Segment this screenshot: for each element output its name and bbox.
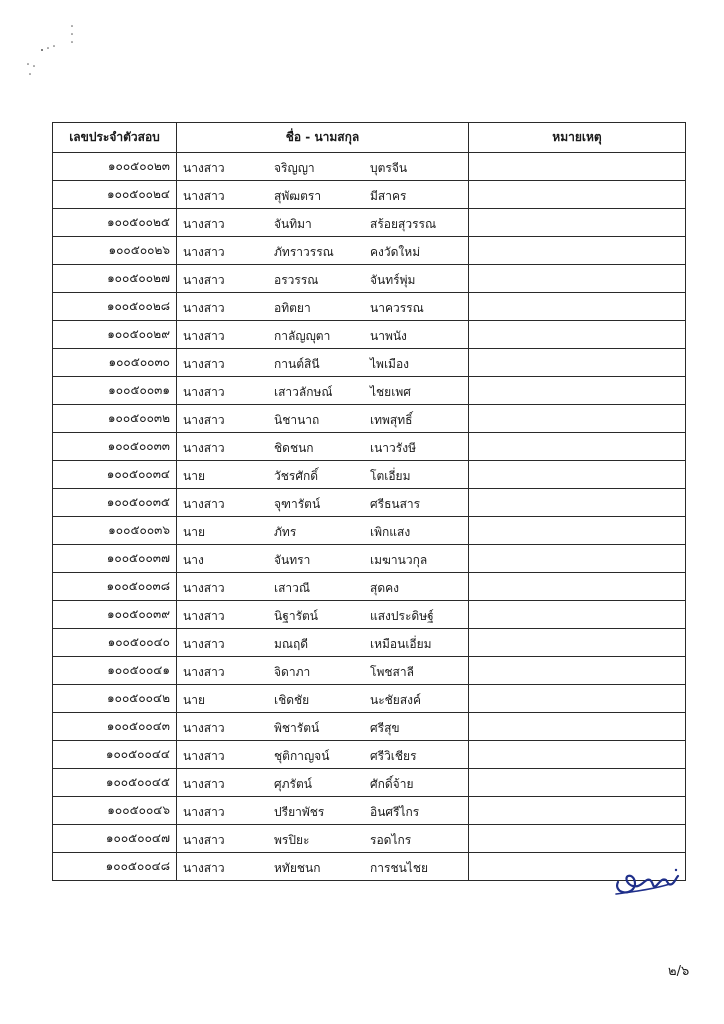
name-title: นางสาว (183, 833, 225, 847)
name-title: นางสาว (183, 413, 225, 427)
candidate-id: ๑๐๐๕๐๐๒๘ (53, 293, 177, 321)
candidate-name-cell (177, 405, 469, 433)
remarks-cell (469, 573, 686, 601)
candidate-id: ๑๐๐๕๐๐๓๖ (53, 517, 177, 545)
last-name: โตเอี่ยม (370, 469, 411, 483)
first-name: ปรียาพัชร (274, 805, 325, 819)
table-row (53, 209, 686, 237)
last-name: มีสาคร (370, 189, 407, 203)
first-name: ภัทราวรรณ (274, 245, 334, 259)
first-name: จุฑารัตน์ (274, 497, 321, 511)
first-name: อรวรรณ (274, 273, 319, 287)
first-name: หทัยชนก (274, 861, 321, 875)
header-code: เลขประจำตัวสอบ (53, 123, 177, 153)
candidate-name-cell (177, 377, 469, 405)
first-name: จิดาภา (274, 665, 311, 679)
candidate-id: ๑๐๐๕๐๐๒๗ (53, 265, 177, 293)
name-title: นางสาว (183, 217, 225, 231)
remarks-cell (469, 489, 686, 517)
candidate-name-cell (177, 181, 469, 209)
name-title: นางสาว (183, 861, 225, 875)
table-row (53, 741, 686, 769)
candidate-id: ๑๐๐๕๐๐๒๖ (53, 237, 177, 265)
first-name: ภัทร (274, 525, 297, 539)
candidate-id: ๑๐๐๕๐๐๒๓ (53, 153, 177, 181)
table-row (53, 685, 686, 713)
scan-specks (20, 20, 90, 90)
candidate-id: ๑๐๐๕๐๐๓๗ (53, 545, 177, 573)
name-title: นางสาว (183, 301, 225, 315)
name-title: นาย (183, 469, 205, 483)
remarks-cell (469, 657, 686, 685)
candidate-name-cell (177, 461, 469, 489)
table-row (53, 461, 686, 489)
candidate-name-cell (177, 629, 469, 657)
name-title: นางสาว (183, 441, 225, 455)
table-row (53, 601, 686, 629)
first-name: มณฤดี (274, 637, 309, 651)
last-name: ไชยเพศ (370, 385, 411, 399)
handwritten-signature (610, 860, 682, 900)
remarks-cell (469, 825, 686, 853)
name-title: นางสาว (183, 357, 225, 371)
name-title: นางสาว (183, 245, 225, 259)
header-remarks: หมายเหตุ (469, 123, 686, 153)
name-title: นางสาว (183, 665, 225, 679)
name-title: นาง (183, 553, 204, 567)
last-name: จันทร์พุ่ม (370, 273, 416, 287)
candidate-name-cell (177, 237, 469, 265)
last-name: นาพนัง (370, 329, 407, 343)
table-row (53, 349, 686, 377)
table-row (53, 545, 686, 573)
remarks-cell (469, 377, 686, 405)
candidate-name-cell (177, 321, 469, 349)
table-row (53, 573, 686, 601)
candidate-name-cell (177, 713, 469, 741)
first-name: กานต์สินี (274, 357, 320, 371)
table-row (53, 433, 686, 461)
header-name: ชื่อ - นามสกุล (177, 123, 469, 153)
candidate-name-cell (177, 209, 469, 237)
remarks-cell (469, 601, 686, 629)
last-name: แสงประดิษฐ์ (370, 609, 434, 623)
candidate-id: ๑๐๐๕๐๐๓๑ (53, 377, 177, 405)
candidate-name-cell (177, 797, 469, 825)
last-name: สร้อยสุวรรณ (370, 217, 437, 231)
name-title: นางสาว (183, 749, 225, 763)
candidate-name-cell (177, 153, 469, 181)
candidate-id: ๑๐๐๕๐๐๔๗ (53, 825, 177, 853)
remarks-cell (469, 209, 686, 237)
candidate-name-cell (177, 825, 469, 853)
candidate-id: ๑๐๐๕๐๐๓๓ (53, 433, 177, 461)
first-name: นิฐารัตน์ (274, 609, 319, 623)
remarks-cell (469, 545, 686, 573)
candidate-table (52, 122, 686, 881)
table-row (53, 825, 686, 853)
remarks-cell (469, 237, 686, 265)
first-name: จริญญา (274, 161, 315, 175)
last-name: โพชสาลี (370, 665, 414, 679)
last-name: ศรีวิเชียร (370, 749, 417, 763)
first-name: วัชรศักดิ์ (274, 469, 319, 483)
last-name: รอดไกร (370, 833, 412, 847)
remarks-cell (469, 741, 686, 769)
remarks-cell (469, 321, 686, 349)
table-row (53, 405, 686, 433)
candidate-id: ๑๐๐๕๐๐๓๔ (53, 461, 177, 489)
candidate-id: ๑๐๐๕๐๐๔๑ (53, 657, 177, 685)
first-name: ชุติกาญจน์ (274, 749, 330, 763)
candidate-name-cell (177, 601, 469, 629)
remarks-cell (469, 769, 686, 797)
candidate-id: ๑๐๐๕๐๐๓๕ (53, 489, 177, 517)
first-name: จันทรา (274, 553, 311, 567)
last-name: การชนไชย (370, 861, 429, 875)
name-title: นางสาว (183, 189, 225, 203)
candidate-name-cell (177, 489, 469, 517)
candidate-name-cell (177, 545, 469, 573)
first-name: สุพัฒตรา (274, 189, 322, 203)
last-name: ไพเมือง (370, 357, 410, 371)
table-row (53, 853, 686, 881)
candidate-id: ๑๐๐๕๐๐๒๙ (53, 321, 177, 349)
candidate-name-cell (177, 517, 469, 545)
remarks-cell (469, 153, 686, 181)
name-title: นางสาว (183, 497, 225, 511)
first-name: พรปิยะ (274, 833, 310, 847)
candidate-name-cell (177, 769, 469, 797)
candidate-id: ๑๐๐๕๐๐๔๐ (53, 629, 177, 657)
last-name: บุตรจีน (370, 161, 408, 175)
table-row (53, 237, 686, 265)
remarks-cell (469, 629, 686, 657)
remarks-cell (469, 461, 686, 489)
candidate-name-cell (177, 741, 469, 769)
name-title: นางสาว (183, 777, 225, 791)
candidate-name-cell (177, 265, 469, 293)
table-row (53, 797, 686, 825)
candidate-id: ๑๐๐๕๐๐๓๐ (53, 349, 177, 377)
remarks-cell (469, 349, 686, 377)
name-title: นางสาว (183, 273, 225, 287)
remarks-cell (469, 517, 686, 545)
last-name: เนาวรังษี (370, 441, 416, 455)
table-header-row (53, 123, 686, 153)
last-name: ศรีสุข (370, 721, 400, 735)
first-name: เสาวณี (274, 581, 311, 595)
candidate-id: ๑๐๐๕๐๐๒๔ (53, 181, 177, 209)
last-name: ศรีธนสาร (370, 497, 421, 511)
first-name: กาลัญญุตา (274, 329, 331, 343)
first-name: จันทิมา (274, 217, 312, 231)
name-title: นางสาว (183, 329, 225, 343)
last-name: คงวัดใหม่ (370, 245, 421, 259)
first-name: ชิดชนก (274, 441, 314, 455)
remarks-cell (469, 405, 686, 433)
first-name: นิชานาถ (274, 413, 320, 427)
first-name: เสาวลักษณ์ (274, 385, 333, 399)
name-title: นางสาว (183, 805, 225, 819)
candidate-id: ๑๐๐๕๐๐๓๙ (53, 601, 177, 629)
last-name: เหมือนเอี่ยม (370, 637, 432, 651)
table-row (53, 629, 686, 657)
page-number: ๒/๖ (668, 964, 690, 979)
remarks-cell (469, 685, 686, 713)
remarks-cell (469, 797, 686, 825)
table-row (53, 265, 686, 293)
first-name: พิชารัตน์ (274, 721, 320, 735)
remarks-cell (469, 713, 686, 741)
first-name: ศุภรัตน์ (274, 777, 312, 791)
name-title: นางสาว (183, 385, 225, 399)
candidate-id: ๑๐๐๕๐๐๔๔ (53, 741, 177, 769)
candidate-name-cell (177, 349, 469, 377)
candidate-id: ๑๐๐๕๐๐๒๕ (53, 209, 177, 237)
candidate-name-cell (177, 657, 469, 685)
table-row (53, 769, 686, 797)
candidate-id: ๑๐๐๕๐๐๔๘ (53, 853, 177, 881)
name-title: นางสาว (183, 581, 225, 595)
name-title: นาย (183, 693, 205, 707)
name-title: นางสาว (183, 161, 225, 175)
remarks-cell (469, 293, 686, 321)
first-name: อทิตยา (274, 301, 311, 315)
last-name: ศักดิ์จ้าย (370, 777, 414, 791)
table-row (53, 153, 686, 181)
remarks-cell (469, 265, 686, 293)
candidate-id: ๑๐๐๕๐๐๓๘ (53, 573, 177, 601)
candidate-name-cell (177, 433, 469, 461)
last-name: เมฆานวกุล (370, 553, 428, 567)
candidate-name-cell (177, 853, 469, 881)
table-row (53, 377, 686, 405)
table-row (53, 321, 686, 349)
candidate-id: ๑๐๐๕๐๐๔๓ (53, 713, 177, 741)
last-name: นาควรรณ (370, 301, 424, 315)
name-title: นางสาว (183, 721, 225, 735)
first-name: เชิดชัย (274, 693, 310, 707)
remarks-cell (469, 181, 686, 209)
last-name: นะชัยสงค์ (370, 693, 422, 707)
last-name: อินศรีไกร (370, 805, 420, 819)
table-row (53, 293, 686, 321)
name-title: นาย (183, 525, 205, 539)
candidate-id: ๑๐๐๕๐๐๓๒ (53, 405, 177, 433)
name-title: นางสาว (183, 609, 225, 623)
candidate-name-cell (177, 685, 469, 713)
candidate-name-cell (177, 573, 469, 601)
table-row (53, 657, 686, 685)
last-name: สุดคง (370, 581, 400, 595)
candidate-id: ๑๐๐๕๐๐๔๕ (53, 769, 177, 797)
candidate-id: ๑๐๐๕๐๐๔๖ (53, 797, 177, 825)
table-body (53, 153, 686, 881)
last-name: เพิกแสง (370, 525, 411, 539)
remarks-cell (469, 433, 686, 461)
name-title: นางสาว (183, 637, 225, 651)
candidate-id: ๑๐๐๕๐๐๔๒ (53, 685, 177, 713)
candidate-name-cell (177, 293, 469, 321)
table-row (53, 489, 686, 517)
table-row (53, 181, 686, 209)
table-row (53, 517, 686, 545)
last-name: เทพสุทธิ์ (370, 413, 413, 427)
table-row (53, 713, 686, 741)
